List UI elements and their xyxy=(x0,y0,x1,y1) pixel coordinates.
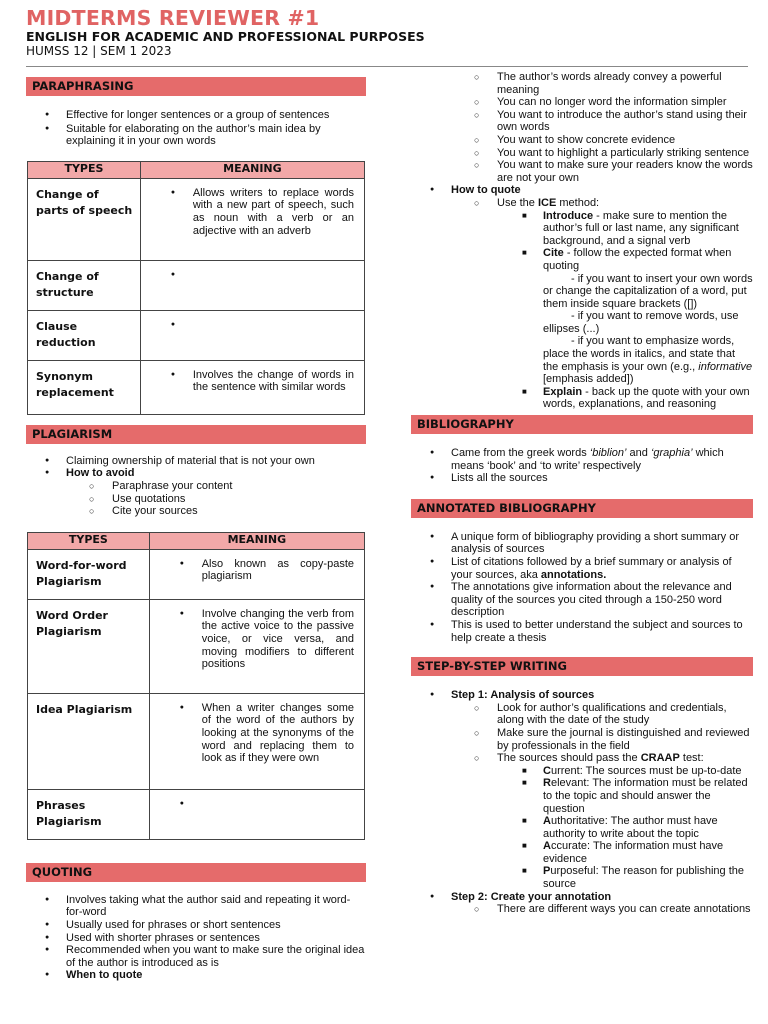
left-column xyxy=(26,77,366,982)
annotated-bibliography-heading: ANNOTATED BIBLIOGRAPHY xyxy=(411,499,753,518)
quoting-heading: QUOTING xyxy=(26,863,366,882)
cite-desc: - follow the expected format when quoting xyxy=(543,247,732,272)
craap-label: CRAAP xyxy=(640,752,680,765)
list-item xyxy=(411,273,753,311)
annotated-text: List of citations followed by a brief summary or analysis of your sources, aka xyxy=(451,556,732,581)
table-row xyxy=(28,599,365,693)
list-item: ● The annotations give information about the relevance and quality of the sources you cited through a 150-250 word description xyxy=(411,581,753,619)
list-item: ○ You want to show concrete evidence xyxy=(411,134,753,147)
list-item: ○ There are different ways you can create annotations xyxy=(411,903,753,916)
list-item: ● Recommended when you want to make sure the original idea of the author is introduced as is xyxy=(26,944,366,969)
list-item: ○ Cite your sources xyxy=(26,505,366,518)
craap-letter: A xyxy=(543,815,551,828)
list-item xyxy=(411,865,753,890)
list-item xyxy=(411,765,753,778)
page-title: MIDTERMS REVIEWER #1 xyxy=(26,6,320,30)
type-cell: Word Order Plagiarism xyxy=(36,608,108,639)
course-info: HUMSS 12 | SEM 1 2023 xyxy=(26,44,172,58)
explain-term: Explain xyxy=(543,385,583,398)
craap-letter: P xyxy=(543,865,551,878)
list-item: ● Lists all the sources xyxy=(411,472,753,485)
type-cell: Phrases Plagiarism xyxy=(36,798,102,829)
cite-sub-3-italic: informative xyxy=(698,360,753,373)
bib-word-graphia: ‘graphia’ xyxy=(650,447,693,460)
list-item: ● Usually used for phrases or short sentences xyxy=(26,919,366,932)
craap-text: urrent: The sources must be up-to-date xyxy=(550,764,742,777)
introduce-term: Introduce xyxy=(543,209,594,222)
ice-label: ICE xyxy=(537,196,557,209)
table-row xyxy=(28,310,365,360)
column-header-types: TYPES xyxy=(28,161,141,178)
type-cell: Idea Plagiarism xyxy=(36,702,133,716)
bib-word-biblion: ‘biblion’ xyxy=(589,447,627,460)
list-item: ○ Look for author’s qualifications and credentials, along with the date of the study xyxy=(411,702,753,727)
list-item xyxy=(411,815,753,840)
list-item xyxy=(26,467,366,480)
craap-text: urposeful: The reason for publishing the source xyxy=(543,865,744,891)
how-to-quote-label: How to quote xyxy=(451,184,521,197)
meaning-cell: ● Involves the change of words in the sentence with similar words xyxy=(141,361,364,394)
table-row xyxy=(28,260,365,310)
meaning-cell: ● Involve changing the verb from the active voice to the passive voice, or vice versa, and moving modifiers to different positions xyxy=(150,600,364,671)
list-item: ● Effective for longer sentences or a group of sentences xyxy=(26,109,366,122)
cite-sub-2: - if you want to remove words, use ellipses (...) xyxy=(543,310,739,335)
cite-sub-1: - if you want to insert your own words or change the capitalization of a word, put them inside square brackets ([]) xyxy=(543,272,753,310)
subject-title: ENGLISH FOR ACADEMIC AND PROFESSIONAL PURPOSES xyxy=(26,29,425,44)
list-item xyxy=(26,969,366,982)
table-row xyxy=(28,693,365,789)
steps-list xyxy=(411,689,753,916)
list-item: ○ You want to highlight a particularly striking sentence xyxy=(411,147,753,160)
list-item xyxy=(411,247,753,272)
craap-letter: R xyxy=(543,777,551,790)
list-item: ○ The author’s words already convey a powerful meaning xyxy=(411,71,753,96)
type-cell: Clause reduction xyxy=(36,319,96,350)
list-item: ● Claiming ownership of material that is not your own xyxy=(26,455,366,468)
plagiarism-table xyxy=(27,532,365,840)
when-to-quote-list xyxy=(411,71,753,411)
meaning-cell xyxy=(150,790,364,798)
list-item xyxy=(411,335,753,385)
bibliography-heading: BIBLIOGRAPHY xyxy=(411,415,753,434)
list-item: ● Used with shorter phrases or sentences xyxy=(26,932,366,945)
table-row xyxy=(28,789,365,839)
list-item: ○ You can no longer word the information simpler xyxy=(411,96,753,109)
type-cell: Change of structure xyxy=(36,269,99,300)
list-item xyxy=(411,777,753,815)
meaning-cell xyxy=(141,261,364,269)
type-cell: Word-for-word Plagiarism xyxy=(36,558,127,589)
bib-text-c: which means ‘book’ and ‘to write’ respectively xyxy=(451,447,724,472)
meaning-cell: ● When a writer changes some of the word of the authors by looking at the synonyms of the word and replacing them to look as if they were own xyxy=(150,694,364,765)
list-item xyxy=(411,689,753,702)
craap-text: elevant: The information must be related to the topic and should answer the question xyxy=(543,777,748,815)
plagiarism-heading: PLAGIARISM xyxy=(26,425,366,444)
list-item: ● Suitable for elaborating on the author’s main idea by explaining it in your own words xyxy=(26,123,366,148)
craap-text: uthoritative: The author must have authority to write about the topic xyxy=(543,815,718,840)
meaning-cell: ● Allows writers to replace words with a new part of speech, such as noun with a verb or an adjective with an adverb xyxy=(141,179,364,237)
paraphrasing-table xyxy=(27,161,365,415)
column-header-types: TYPES xyxy=(28,532,150,549)
paraphrasing-heading: PARAPHRASING xyxy=(26,77,366,96)
step-1-label: Step 1: Analysis of sources xyxy=(451,689,595,702)
list-item: ○ Paraphrase your content xyxy=(26,480,366,493)
list-item xyxy=(411,197,753,210)
when-to-quote-label: When to quote xyxy=(66,969,143,982)
annotations-term: annotations. xyxy=(540,568,607,581)
list-item xyxy=(411,386,753,411)
ice-pre-text: Use the xyxy=(497,196,538,209)
type-cell: Change of parts of speech xyxy=(36,187,133,218)
craap-text: ccurate: The information must have evidence xyxy=(543,840,724,865)
how-to-avoid-label: How to avoid xyxy=(66,467,135,480)
step-2-label: Step 2: Create your annotation xyxy=(451,890,612,903)
cite-sub-3a: - if you want to emphasize words, place the words in italics, and state that the emphasis is your own (e.g., xyxy=(543,335,735,373)
bibliography-list xyxy=(411,447,753,485)
list-item xyxy=(411,447,753,472)
type-cell: Synonym replacement xyxy=(36,369,114,400)
list-item xyxy=(411,184,753,197)
craap-pre: The sources should pass the xyxy=(497,752,641,765)
step-by-step-heading: STEP-BY-STEP WRITING xyxy=(411,657,753,676)
list-item: ● This is used to better understand the subject and sources to help create a thesis xyxy=(411,619,753,644)
cite-term: Cite xyxy=(543,247,564,260)
plagiarism-list xyxy=(26,455,366,518)
list-item xyxy=(411,752,753,765)
bib-text-b: and xyxy=(626,447,651,460)
header-divider xyxy=(26,66,748,67)
table-row xyxy=(28,178,365,260)
meaning-cell: ● Also known as copy-paste plagiarism xyxy=(150,550,364,583)
meaning-cell xyxy=(141,311,364,319)
craap-letter: C xyxy=(543,764,551,777)
table-row xyxy=(28,360,365,414)
introduce-desc: - make sure to mention the author’s full or last name, any significant background, and a signal verb xyxy=(543,209,739,247)
column-header-meaning: MEANING xyxy=(140,161,364,178)
list-item: ● A unique form of bibliography providing a short summary or analysis of sources xyxy=(411,531,753,556)
list-item: ○ Make sure the journal is distinguished and reviewed by professionals in the field xyxy=(411,727,753,752)
list-item xyxy=(411,556,753,581)
list-item: ○ You want to make sure your readers know the words are not your own xyxy=(411,159,753,184)
column-header-meaning: MEANING xyxy=(149,532,364,549)
list-item xyxy=(411,210,753,248)
craap-letter: A xyxy=(543,840,551,853)
explain-desc: - back up the quote with your own words, explanations, and reasoning xyxy=(543,385,750,411)
list-item xyxy=(411,310,753,335)
cite-sub-3b: [emphasis added]) xyxy=(543,373,634,386)
ice-post-text: method: xyxy=(556,196,600,209)
list-item: ○ Use quotations xyxy=(26,493,366,506)
table-row xyxy=(28,549,365,599)
annotated-list xyxy=(411,531,753,644)
quoting-list xyxy=(26,894,366,982)
bib-text-a: Came from the greek words xyxy=(451,447,590,460)
right-column xyxy=(411,71,753,916)
paraphrasing-list xyxy=(26,109,366,148)
list-item: ● Involves taking what the author said and repeating it word-for-word xyxy=(26,894,366,919)
list-item xyxy=(411,891,753,904)
list-item xyxy=(411,840,753,865)
list-item: ○ You want to introduce the author’s stand using their own words xyxy=(411,109,753,134)
craap-post: test: xyxy=(679,752,704,765)
